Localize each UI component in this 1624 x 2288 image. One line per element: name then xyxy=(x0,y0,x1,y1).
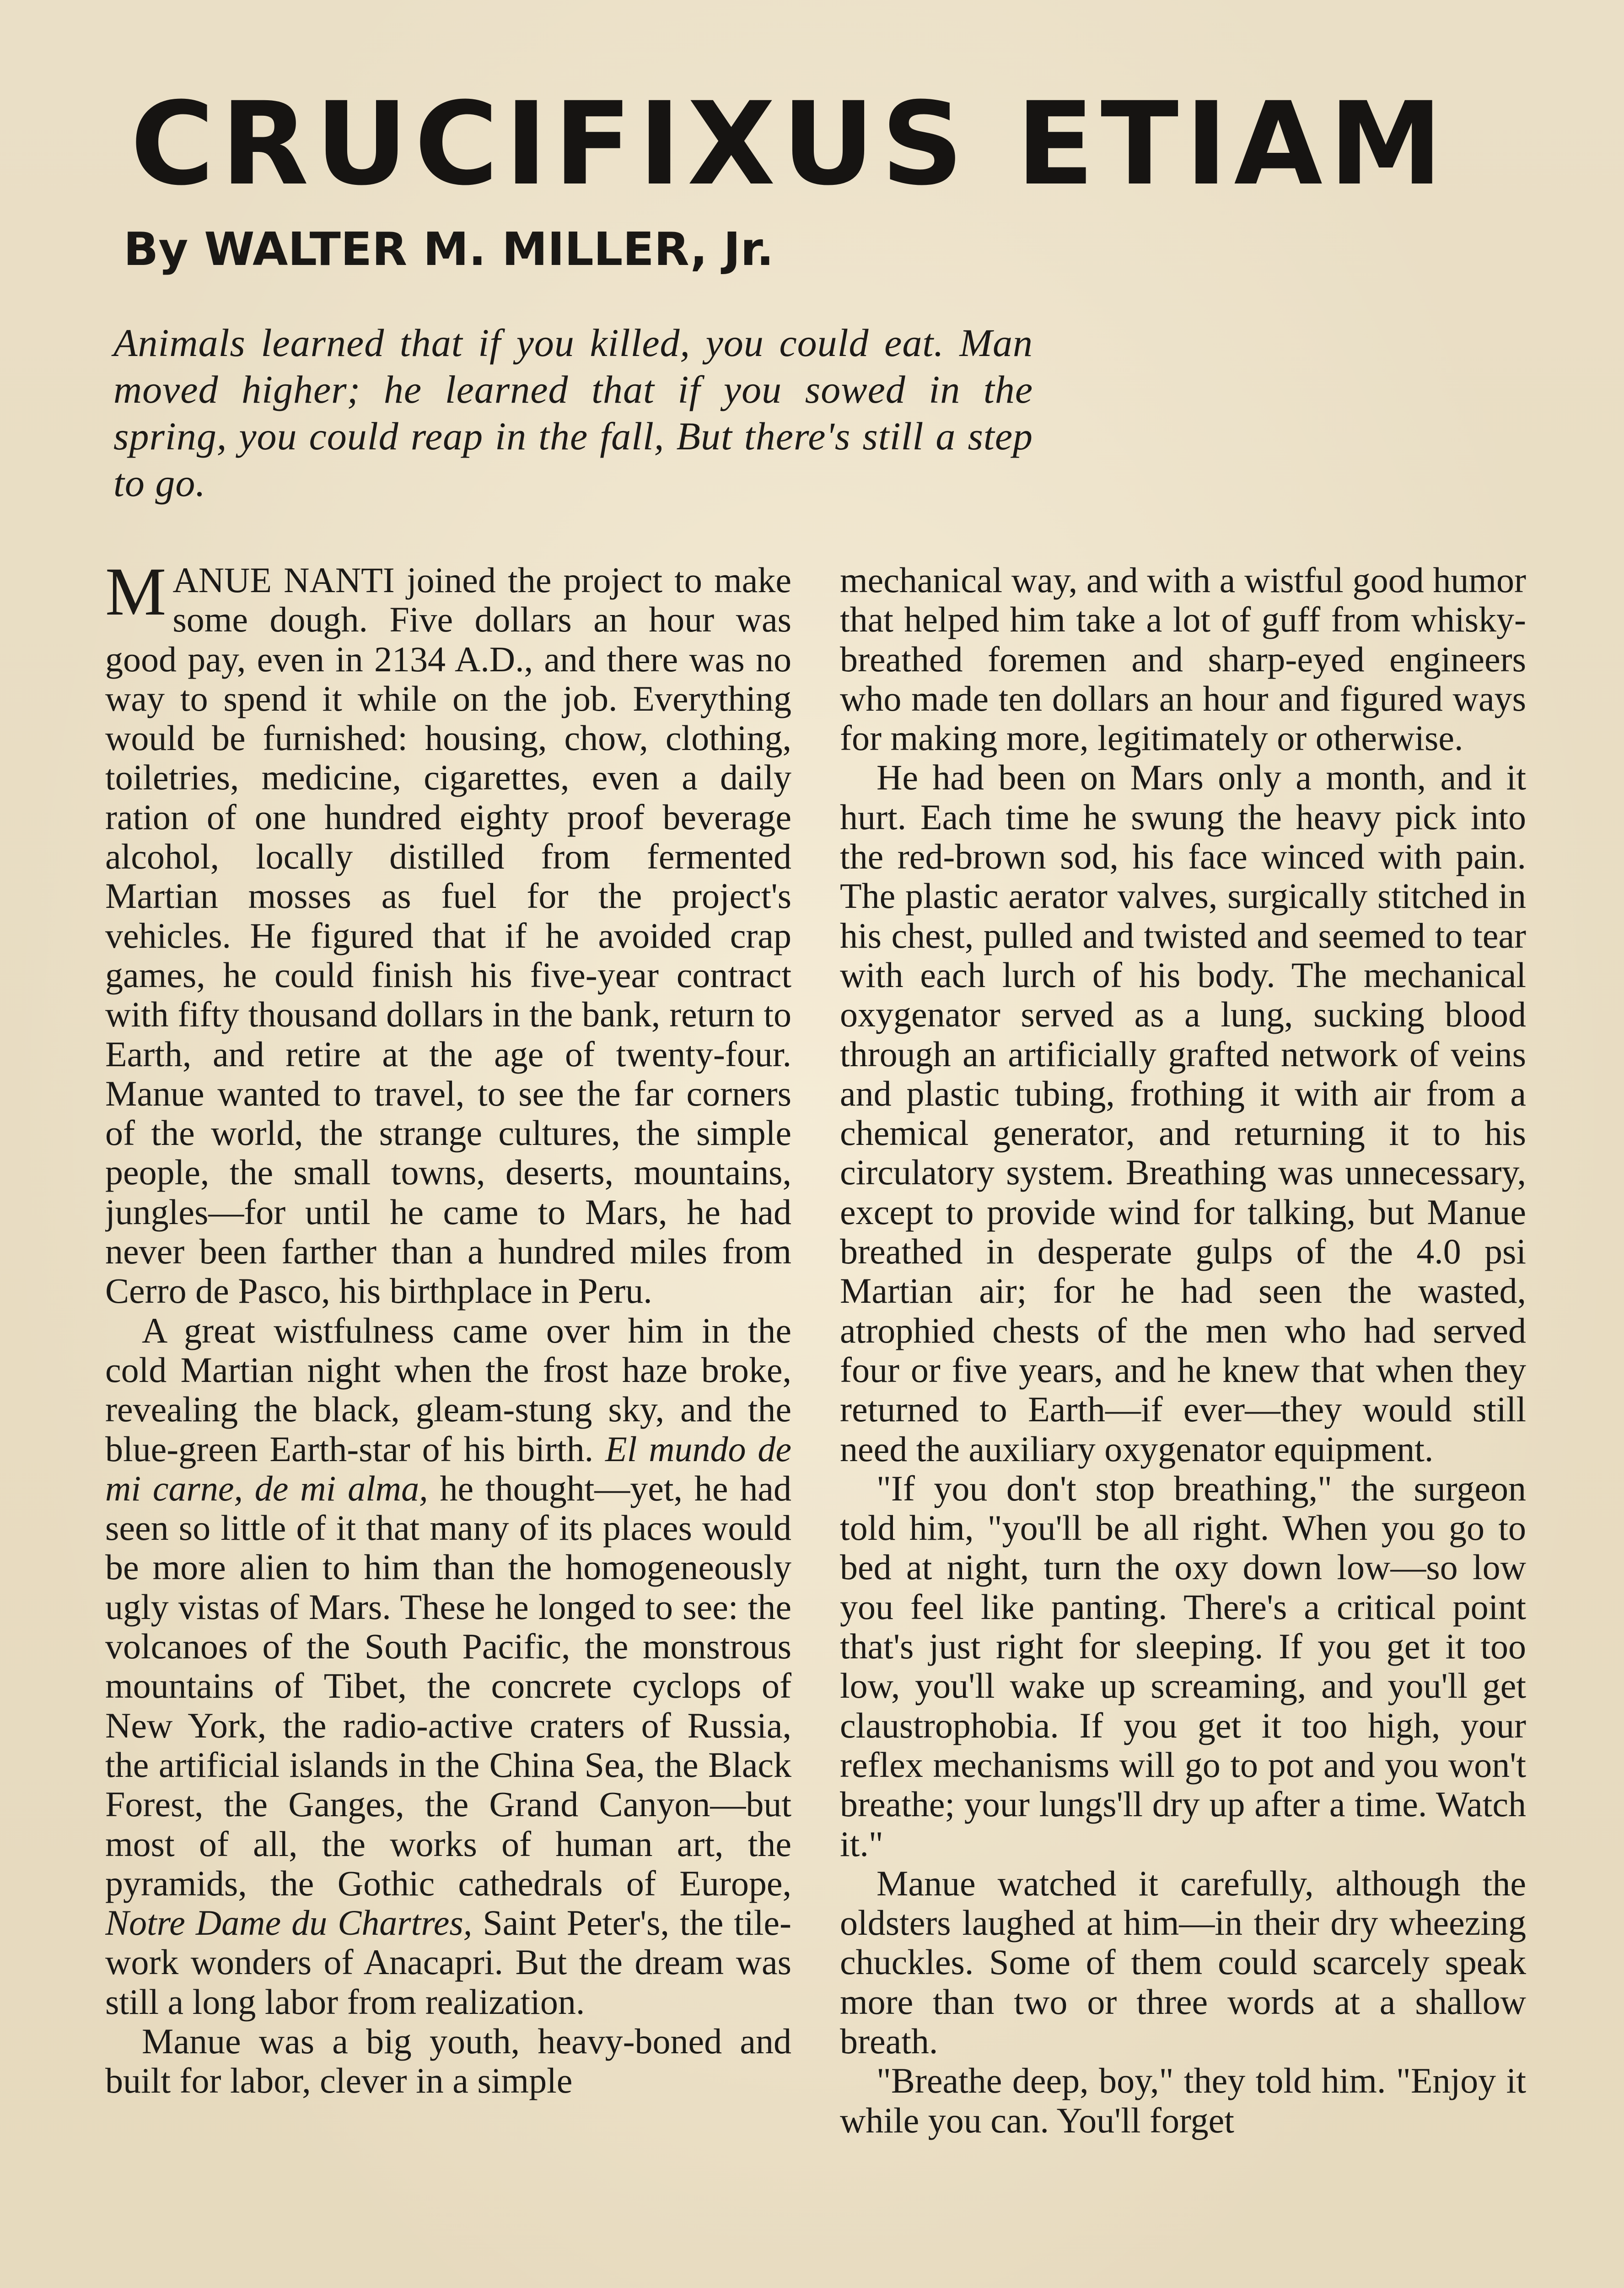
drop-cap: M xyxy=(105,561,167,630)
paragraph-4: He had been on Mars only a month, and it hurt. Each time he swung the heavy pick into the red-brown sod, his face winced with pain. The plastic aerator valves, surgically stitched in his chest, pulled and twisted and seemed to tear with each lurch of his body. The mechanical oxygenator served as a lung, sucking blood through an artificially grafted network of veins and plastic tubing, frothing it with air from a chemical generator, and returning it to his circulatory system. Breathing was unnecessary, except to provide wind for talking, but Manue breathed in desperate gulps of the 4.0 psi Martian air; for he had seen the wasted, atrophied chests of the men who had served four or five years, and he knew that when they returned to Earth—if ever—they would still need the auxiliary oxygenator equipment. xyxy=(840,757,1526,1469)
paragraph-2 xyxy=(105,1311,791,2022)
intro-blurb: Animals learned that if you killed, you could eat. Man moved higher; he learned that if you sowed in the spring, you could reap in the fall, But there's still a step to go. xyxy=(113,321,1033,505)
paragraph-6: Manue watched it carefully, although the oldsters laughed at him—in their dry wheezing chuckles. Some of them could scarcely speak more than two or three words at a shallow breath. xyxy=(840,1863,1526,2061)
story-title: CRUCIFIXUS ETIAM xyxy=(130,77,1449,210)
paragraph-2-italic-2: Notre Dame du Chartres, xyxy=(105,1903,473,1943)
paragraph-5: "If you don't stop breathing," the surgeon told him, "you'll be all right. When you go to bed at night, turn the oxy down low—so low you feel like panting. There's a critical point that's just right for sleeping. If you get it too low, you'll wake up screaming, and you'll get claustrophobia. If you get it too high, your reflex mechanisms will go to pot and you won't breathe; your lungs'll dry up after a time. Watch it." xyxy=(840,1468,1526,1864)
paragraph-7: "Breathe deep, boy," they told him. "Enjoy it while you can. You'll forget xyxy=(840,2061,1526,2140)
text-column-left xyxy=(105,561,791,2288)
paragraph-2-end: Saint Peter's, the tile-work wonders of Anacapri. But the dream was still a long labor from realization. xyxy=(105,1903,791,2022)
paragraph-2-start: A great wistfulness came over him in the cold Martian night when the frost haze broke, revealing the black, gleam-stung sky, and the blue-green Earth-star of his birth. xyxy=(105,1310,791,1469)
paragraph-2-middle: he thought—yet, he had seen so little of it that many of its places would be more alien to him than the homogeneously ugly vistas of Mars. These he longed to see: the volcanoes of the South Pacific, the monstrous mountains of Tibet, the concrete cyclops of New York, the radio-active craters of Russia, the artificial islands in the China Sea, the Black Forest, the Ganges, the Grand Canyon—but most of all, the works of human art, the pyramids, the Gothic cathedrals of Europe, xyxy=(105,1468,791,1903)
paragraph-3: Manue was a big youth, heavy-boned and built for labor, clever in a simple xyxy=(105,2021,791,2101)
text-column-right xyxy=(840,561,1526,2288)
author-byline: By WALTER M. MILLER, Jr. xyxy=(124,222,774,276)
paragraph-3-continued: mechanical way, and with a wistful good humor that helped him take a lot of guff from whisky-breathed foremen and sharp-eyed engineers who made ten dollars an hour and figured ways for making more, legitimately or otherwise. xyxy=(840,561,1526,758)
paragraph-1-text: ANUE NANTI joined the project to make some dough. Five dollars an hour was good pay, even in 2134 A.D., and there was no way to spend it while on the job. Everything would be furnished: housing, chow, clothing, toiletries, medicine, cigarettes, even a daily ration of one hundred eighty proof beverage alcohol, locally distilled from fermented Martian mosses as fuel for the project's vehicles. He figured that if he avoided crap games, he could finish his five-year contract with fifty thousand dollars in the bank, return to Earth, and retire at the age of twenty-four. Manue wanted to travel, to see the far corners of the world, the strange cultures, the simple people, the small towns, deserts, mountains, jungles—for until he came to Mars, he had never been farther than a hundred miles from Cerro de Pasco, his birthplace in Peru. xyxy=(105,561,791,1311)
paragraph-2-italic: El mundo de mi carne, de mi alma, xyxy=(105,1429,791,1508)
paragraph-1 xyxy=(105,561,791,1311)
